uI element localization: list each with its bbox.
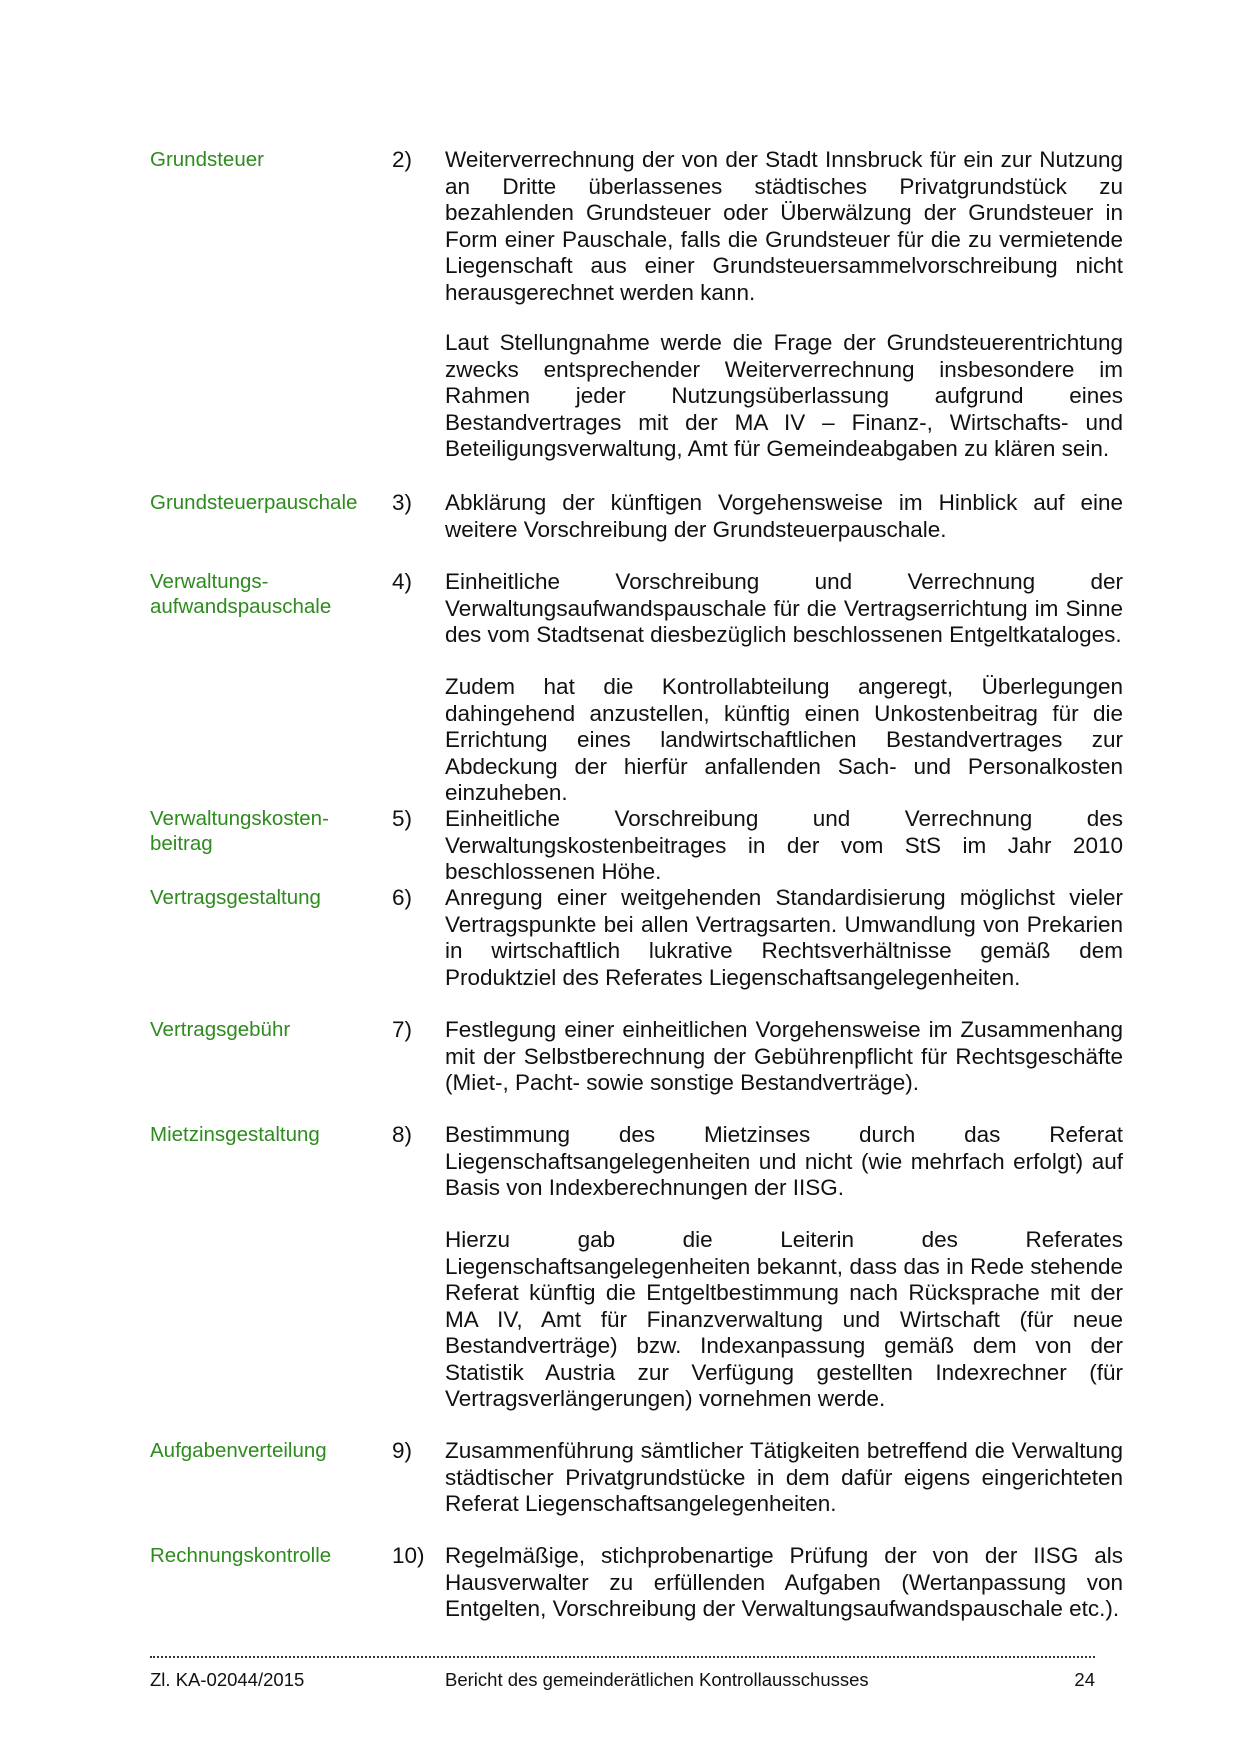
item-paragraph: Einheitliche Vorschreibung und Verrechnung des Verwaltungskostenbeitrages in der vom StS im Jahr 2010 beschlossenen Höhe.	[445, 806, 1123, 884]
item-number: 4)	[392, 569, 413, 594]
item-number: 3)	[392, 490, 413, 515]
item-number: 9)	[392, 1438, 413, 1463]
margin-label: Mietzinsgestaltung	[150, 1123, 320, 1146]
item-number: 10)	[392, 1543, 425, 1568]
item-paragraph: Einheitliche Vorschreibung und Verrechnung der Verwaltungsaufwandspauschale für die Vertragserrichtung im Sinne des vom Stadtsenat diesbezüglich beschlossenen Entgeltkataloges.	[445, 569, 1123, 647]
item-number: 5)	[392, 806, 413, 831]
item-number: 7)	[392, 1017, 413, 1042]
margin-label: Grundsteuer	[150, 148, 264, 171]
footer-reference: Zl. KA-02044/2015	[150, 1669, 305, 1690]
item-number: 8)	[392, 1122, 413, 1147]
item-paragraph: Abklärung der künftigen Vorgehensweise im Hinblick auf eine weitere Vorschreibung der Grundsteuerpauschale.	[445, 490, 1123, 542]
item-paragraph: Weiterverrechnung der von der Stadt Innsbruck für ein zur Nutzung an Dritte überlassenes städtisches Privatgrundstück zu bezahlenden Grundsteuer oder Überwälzung der Grundsteuer in Form einer Pauschale, falls die Grundsteuer für die zu vermietende Liegenschaft aus einer Grundsteuersammelvorschreibung nicht herausgerechnet werden kann.	[445, 147, 1123, 305]
item-paragraph: Zusammenführung sämtlicher Tätigkeiten betreffend die Verwaltung städtischer Privatgrundstücke in dem dafür eigens eingerichteten Referat Liegenschaftsangelegenheiten.	[445, 1438, 1123, 1516]
item-paragraph: Bestimmung des Mietzinses durch das Referat Liegenschaftsangelegenheiten und nicht (wie mehrfach erfolgt) auf Basis von Indexberechnungen der IISG.	[445, 1122, 1123, 1200]
item-paragraph: Hierzu gab die Leiterin des Referates Liegenschaftsangelegenheiten bekannt, dass das in Rede stehende Referat künftig die Entgeltbestimmung nach Rücksprache mit der MA IV, Amt für Finanzverwaltung und Wirtschaft (für neue Bestandverträge) bzw. Indexanpassung gemäß dem von der Statistik Austria zur Verfügung gestellten Indexrechner (für Vertragsverlängerungen) vornehmen werde.	[445, 1227, 1123, 1411]
margin-label: Aufgabenverteilung	[150, 1439, 327, 1462]
item-number: 6)	[392, 885, 413, 910]
margin-label: Verwaltungs- aufwandspauschale	[150, 570, 332, 618]
item-paragraph: Festlegung einer einheitlichen Vorgehensweise im Zusammenhang mit der Selbstberechnung der Gebührenpflicht für Rechtsgeschäfte (Miet-, Pacht- sowie sonstige Bestandverträge).	[445, 1017, 1123, 1095]
item-number: 2)	[392, 147, 413, 172]
item-paragraph: Anregung einer weitgehenden Standardisierung möglichst vieler Vertragspunkte bei allen Vertragsarten. Umwandlung von Prekarien in wirtschaftlich lukrative Rechtsverhältnisse gemäß dem Produktziel des Referates Liegenschaftsangelegenheiten.	[445, 885, 1123, 990]
margin-label: Grundsteuerpauschale	[150, 491, 358, 514]
item-paragraph: Regelmäßige, stichprobenartige Prüfung der von der IISG als Hausverwalter zu erfüllenden Aufgaben (Wertanpassung von Entgelten, Vorschreibung der Verwaltungsaufwandspauschale etc.).	[445, 1543, 1123, 1621]
footer-report-title: Bericht des gemeinderätlichen Kontrollausschusses	[445, 1669, 869, 1690]
margin-label: Vertragsgebühr	[150, 1018, 291, 1041]
margin-label: Vertragsgestaltung	[150, 886, 321, 909]
item-paragraph: Zudem hat die Kontrollabteilung angeregt, Überlegungen dahingehend anzustellen, künftig einen Unkostenbeitrag für die Errichtung eines landwirtschaftlichen Bestandvertrages zur Abdeckung der hierfür anfallenden Sach- und Personalkosten einzuheben.	[445, 674, 1123, 805]
margin-label: Verwaltungskosten- beitrag	[150, 807, 329, 855]
footer-page-number: 24	[1074, 1669, 1095, 1690]
item-paragraph: Laut Stellungnahme werde die Frage der Grundsteuerentrichtung zwecks entsprechender Weiterverrechnung insbesondere im Rahmen jeder Nutzungsüberlassung aufgrund eines Bestandvertrages mit der MA IV – Finanz-, Wirtschafts- und Beteiligungsverwaltung, Amt für Gemeindeabgaben zu klären sein.	[445, 330, 1123, 461]
footer-divider	[150, 1656, 1095, 1658]
margin-label: Rechnungskontrolle	[150, 1544, 332, 1567]
